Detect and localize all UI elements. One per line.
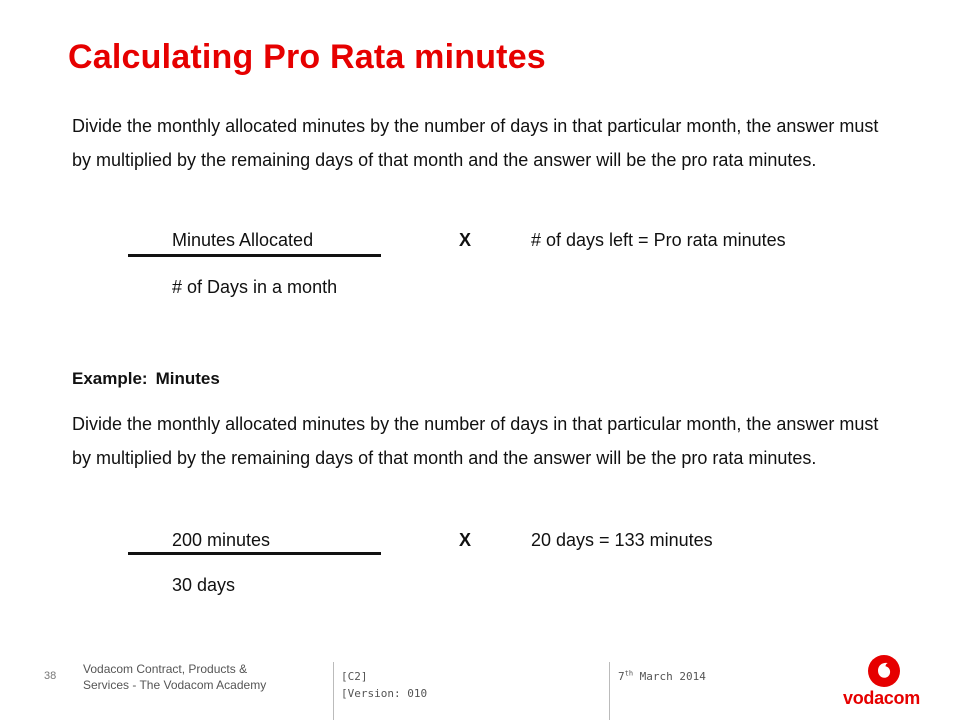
date-rest: March 2014 bbox=[633, 670, 706, 683]
page-number: 38 bbox=[44, 670, 57, 682]
formula-fraction-line bbox=[128, 254, 381, 257]
formula-multiply-sign: X bbox=[459, 230, 472, 250]
footer-academy-line2: Services - The Vodacom Academy bbox=[83, 678, 267, 692]
footer-divider bbox=[333, 662, 334, 720]
example-label: Example: bbox=[72, 369, 148, 388]
date-day: 7 bbox=[618, 670, 625, 683]
footer-academy bbox=[83, 661, 303, 693]
footer-classification bbox=[341, 668, 427, 702]
speechmark-icon bbox=[866, 653, 902, 689]
example-paragraph: Divide the monthly allocated minutes by the number of days in that particular month, the answer must by multiplied by the remaining days of that month and the answer will be the pro rata minutes. bbox=[72, 414, 879, 468]
formula-numerator: Minutes Allocated bbox=[172, 230, 314, 250]
footer-date bbox=[618, 670, 706, 683]
example-multiply-sign: X bbox=[459, 530, 472, 550]
formula-result: # of days left = Pro rata minutes bbox=[531, 230, 786, 250]
classification-label: [C2] bbox=[341, 670, 368, 683]
example-subject: Minutes bbox=[155, 369, 220, 388]
example-fraction-line bbox=[128, 552, 381, 555]
example-result: 20 days = 133 minutes bbox=[531, 530, 713, 550]
footer-academy-line1: Vodacom Contract, Products & bbox=[83, 662, 248, 676]
example-numerator: 200 minutes bbox=[172, 530, 271, 550]
logo-wordmark: vodacom bbox=[843, 688, 920, 708]
vodacom-logo bbox=[840, 650, 945, 710]
example-denominator: 30 days bbox=[172, 575, 236, 595]
formula-denominator: # of Days in a month bbox=[172, 277, 338, 297]
version-label: [Version: 010 bbox=[341, 687, 428, 700]
slide-title: Calculating Pro Rata minutes bbox=[68, 38, 546, 76]
date-suffix: th bbox=[624, 669, 634, 678]
footer-divider bbox=[609, 662, 610, 720]
example-heading bbox=[72, 369, 220, 389]
intro-paragraph: Divide the monthly allocated minutes by the number of days in that particular month, the answer must by multiplied by the remaining days of that month and the answer will be the pro rata minutes. bbox=[72, 116, 879, 170]
